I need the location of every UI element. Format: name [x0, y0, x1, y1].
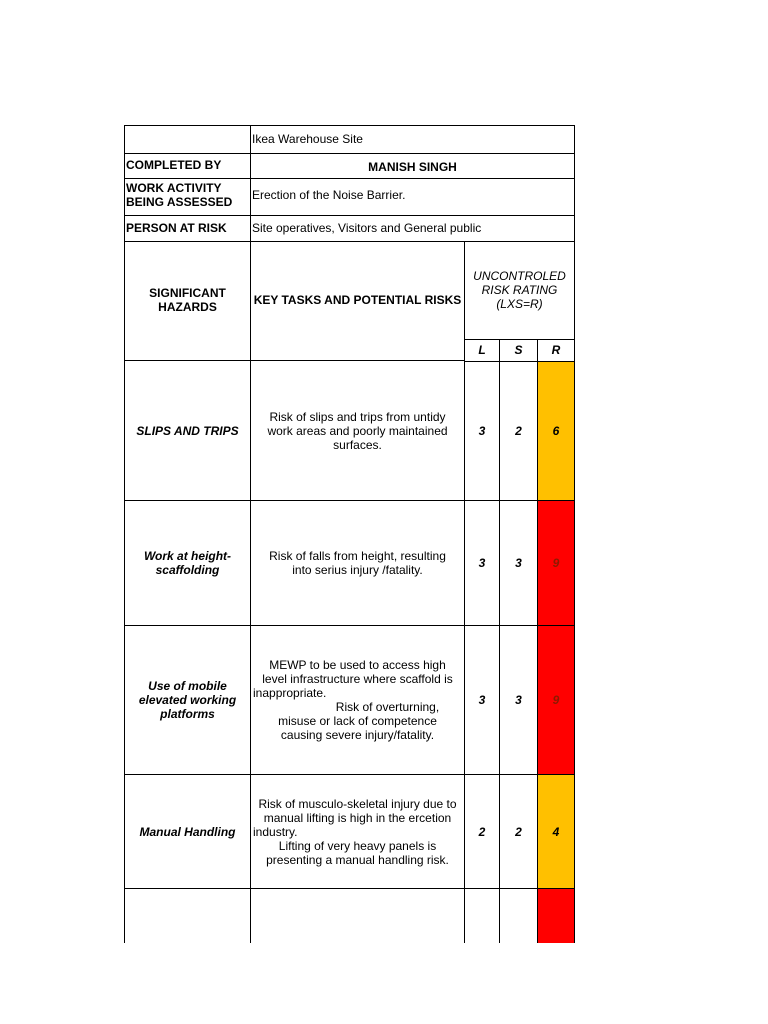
likelihood-score: 2	[478, 824, 486, 839]
risk-line: surfaces.	[333, 437, 382, 452]
hazard-cell	[125, 361, 250, 500]
significant-hazards-heading-line-2: HAZARDS	[158, 300, 217, 314]
risk-line: misuse or lack of competence	[278, 714, 437, 728]
risk-rating-heading-line-2: RISK RATING	[481, 283, 558, 297]
risk-line: Risk of overturning,	[335, 700, 440, 714]
risk-score: 9	[552, 693, 560, 707]
risk-line: inappropriate.	[253, 686, 327, 700]
hazard-line: Use of mobile	[148, 679, 227, 693]
risk-line: causing severe injury/fatality.	[280, 728, 435, 742]
hazard-line: Work at height-	[143, 549, 232, 563]
severity-score: 2	[515, 423, 522, 438]
risk-cell	[251, 501, 464, 625]
risk-rating-heading-line-1: UNCONTROLED	[473, 269, 566, 283]
risk-rating-fill-row-5	[537, 888, 574, 943]
column-r-heading: R	[551, 343, 561, 357]
work-activity-label-line-1: WORK ACTIVITY	[126, 181, 222, 195]
significant-hazards-heading	[125, 286, 250, 314]
person-at-risk-value: Site operatives, Visitors and General public	[252, 221, 482, 235]
risk-line: presenting a manual handling risk.	[266, 852, 449, 867]
hazard-line: scaffolding	[155, 563, 220, 577]
hazard-line: Manual Handling	[139, 824, 236, 839]
risk-score: 9	[552, 556, 560, 570]
risk-line: Lifting of very heavy panels is	[278, 838, 437, 853]
risk-line: Risk of slips and trips from untidy	[269, 409, 446, 424]
likelihood-score: 3	[478, 556, 486, 570]
hazard-cell	[125, 501, 250, 625]
severity-score: 2	[515, 824, 522, 839]
hazard-cell	[125, 626, 250, 774]
completed-by-label: COMPLETED BY	[126, 158, 222, 172]
risk-line: Risk of musculo-skeletal injury due to	[258, 796, 457, 811]
risk-score: 4	[552, 824, 560, 839]
likelihood-score: 3	[478, 693, 486, 707]
risk-line: manual lifting is high in the ercetion	[263, 810, 452, 825]
key-tasks-heading: KEY TASKS AND POTENTIAL RISKS	[253, 293, 462, 307]
hazard-line: SLIPS AND TRIPS	[136, 423, 239, 438]
column-s-heading: S	[514, 343, 523, 357]
risk-rating-heading-line-3: (LXS=R)	[496, 297, 543, 311]
risk-line: MEWP to be used to access high	[269, 658, 446, 672]
hazard-cell	[125, 775, 250, 888]
risk-line: level infrastructure where scaffold is	[262, 672, 453, 686]
risk-line: into serius injury /fatality.	[292, 563, 423, 577]
work-activity-label-line-2: BEING ASSESSED	[126, 195, 233, 209]
risk-cell	[251, 775, 464, 888]
risk-rating-heading	[465, 269, 574, 311]
risk-cell	[251, 361, 464, 500]
severity-score: 3	[515, 556, 522, 570]
significant-hazards-heading-line-1: SIGNIFICANT	[149, 286, 226, 300]
completed-by-value: MANISH SINGH	[368, 160, 457, 174]
risk-line: work areas and poorly maintained	[267, 423, 448, 438]
hazard-line: elevated working	[138, 693, 237, 707]
work-activity-value: Erection of the Noise Barrier.	[252, 188, 406, 202]
person-at-risk-label: PERSON AT RISK	[126, 221, 227, 235]
likelihood-score: 3	[478, 423, 486, 438]
risk-cell	[251, 626, 464, 774]
site-name: Ikea Warehouse Site	[252, 132, 363, 146]
severity-score: 3	[515, 693, 522, 707]
risk-line: industry.	[253, 824, 298, 839]
column-l-heading: L	[478, 343, 486, 357]
work-activity-label	[126, 181, 232, 209]
risk-score: 6	[552, 423, 560, 438]
risk-line: Risk of falls from height, resulting	[269, 549, 446, 563]
hazard-line: platforms	[160, 707, 215, 721]
